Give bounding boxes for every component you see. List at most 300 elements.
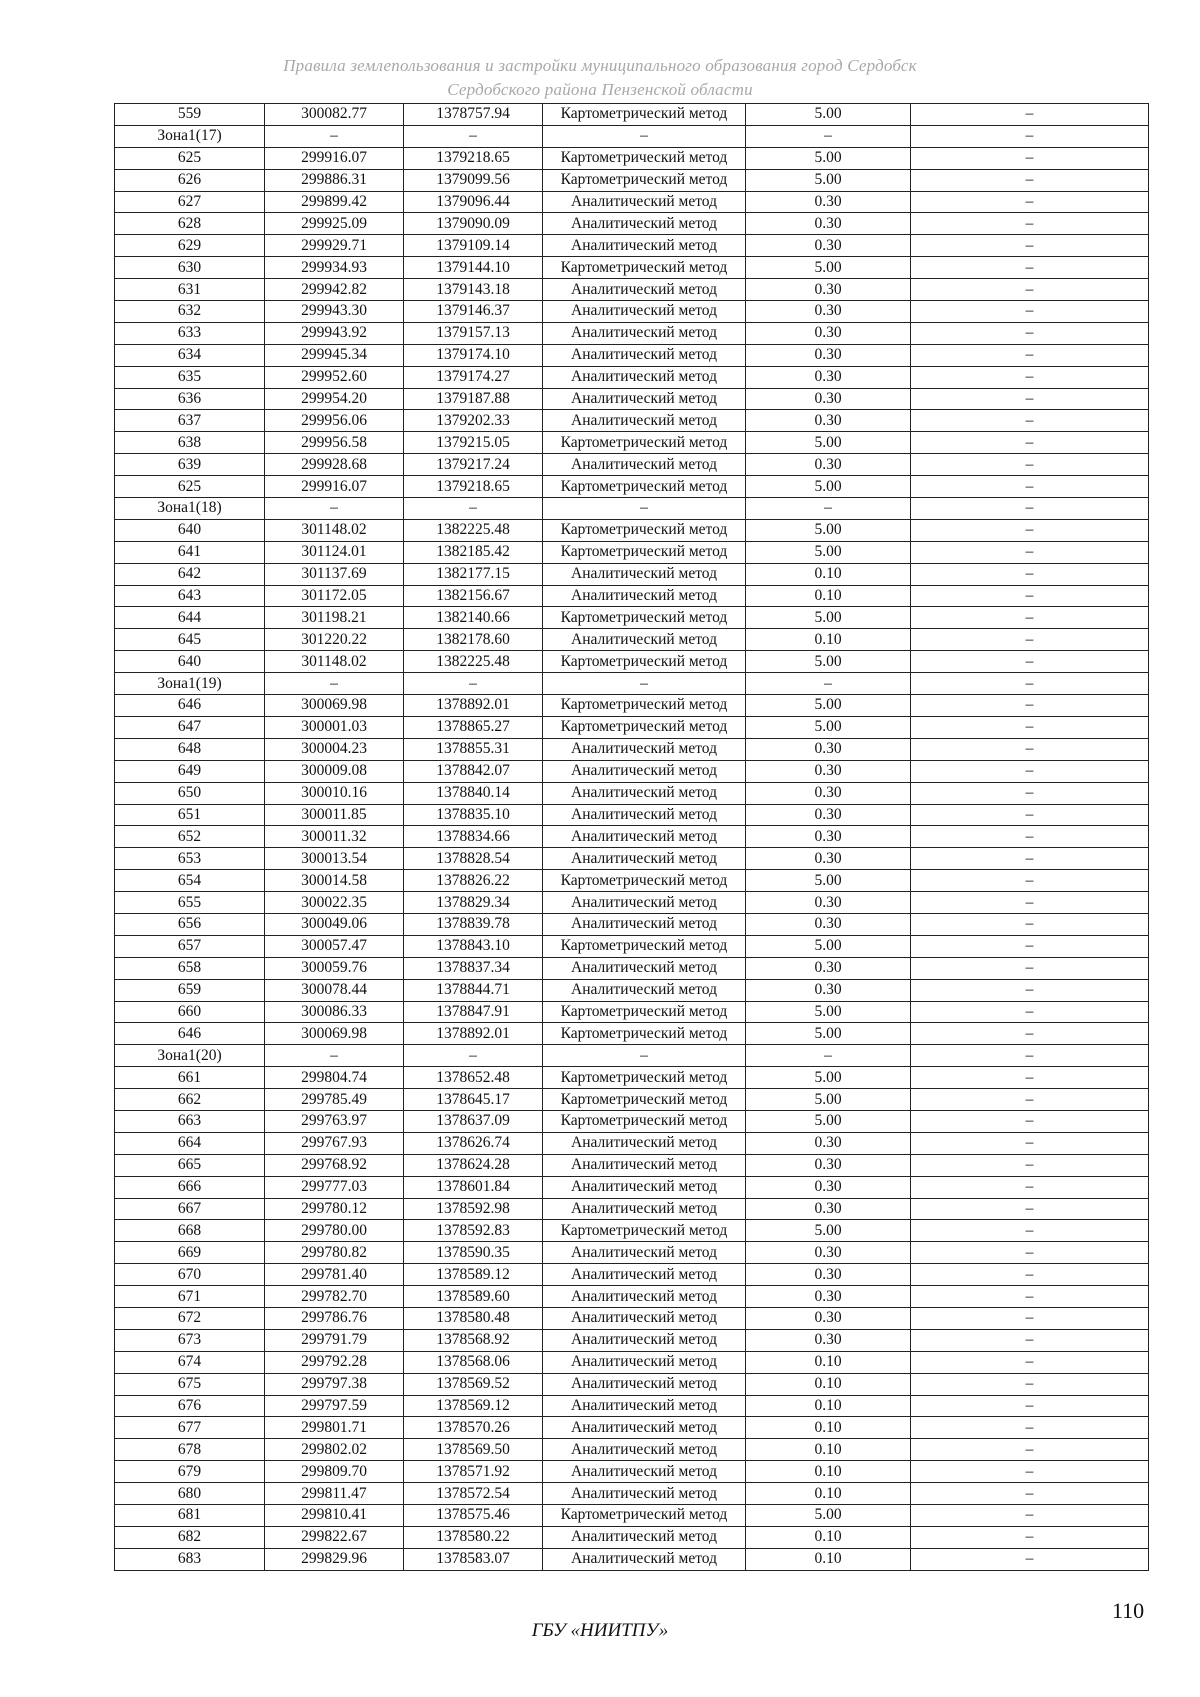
accuracy-cell: –	[746, 498, 911, 520]
table-row	[115, 629, 1149, 651]
description-cell: –	[911, 979, 1149, 1001]
method-cell: Аналитический метод	[543, 1548, 746, 1570]
accuracy-cell: 0.10	[746, 563, 911, 585]
table-row	[115, 1023, 1149, 1045]
y-coordinate-cell: 1379187.88	[404, 388, 543, 410]
accuracy-cell: 5.00	[746, 1067, 911, 1089]
method-cell: Картометрический метод	[543, 432, 746, 454]
accuracy-cell: 0.10	[746, 585, 911, 607]
y-coordinate-cell: 1379218.65	[404, 476, 543, 498]
table-row	[115, 301, 1149, 323]
accuracy-cell: 0.10	[746, 1351, 911, 1373]
description-cell: –	[911, 322, 1149, 344]
method-cell: Картометрический метод	[543, 607, 746, 629]
point-number-cell: 634	[115, 344, 265, 366]
method-cell: Картометрический метод	[543, 1089, 746, 1111]
accuracy-cell: 0.10	[746, 1526, 911, 1548]
method-cell: Картометрический метод	[543, 1220, 746, 1242]
y-coordinate-cell: 1379218.65	[404, 147, 543, 169]
description-cell: –	[911, 1329, 1149, 1351]
method-cell: Аналитический метод	[543, 1461, 746, 1483]
x-coordinate-cell: 299768.92	[265, 1154, 404, 1176]
y-coordinate-cell: 1382178.60	[404, 629, 543, 651]
y-coordinate-cell: 1379146.37	[404, 301, 543, 323]
description-cell: –	[911, 235, 1149, 257]
y-coordinate-cell: –	[404, 1045, 543, 1067]
x-coordinate-cell: 299797.59	[265, 1395, 404, 1417]
x-coordinate-cell: 299782.70	[265, 1286, 404, 1308]
point-number-cell: 664	[115, 1132, 265, 1154]
method-cell: Аналитический метод	[543, 804, 746, 826]
accuracy-cell: 0.30	[746, 388, 911, 410]
x-coordinate-cell: 301148.02	[265, 651, 404, 673]
table-row	[115, 1505, 1149, 1527]
table-row	[115, 388, 1149, 410]
point-number-cell: 656	[115, 913, 265, 935]
y-coordinate-cell: 1378892.01	[404, 695, 543, 717]
x-coordinate-cell: 301198.21	[265, 607, 404, 629]
point-number-cell: 632	[115, 301, 265, 323]
x-coordinate-cell: –	[265, 125, 404, 147]
table-row	[115, 1351, 1149, 1373]
table-row	[115, 1461, 1149, 1483]
x-coordinate-cell: 299781.40	[265, 1264, 404, 1286]
x-coordinate-cell: 301124.01	[265, 541, 404, 563]
description-cell: –	[911, 213, 1149, 235]
point-number-cell: 655	[115, 892, 265, 914]
point-number-cell: 636	[115, 388, 265, 410]
point-number-cell: 654	[115, 870, 265, 892]
x-coordinate-cell: 300010.16	[265, 782, 404, 804]
y-coordinate-cell: 1379157.13	[404, 322, 543, 344]
point-number-cell: 649	[115, 760, 265, 782]
table-row	[115, 366, 1149, 388]
point-number-cell: 662	[115, 1089, 265, 1111]
point-number-cell: 672	[115, 1307, 265, 1329]
description-cell: –	[911, 169, 1149, 191]
description-cell: –	[911, 257, 1149, 279]
method-cell: Картометрический метод	[543, 519, 746, 541]
y-coordinate-cell: –	[404, 498, 543, 520]
point-number-cell: 630	[115, 257, 265, 279]
y-coordinate-cell: 1378835.10	[404, 804, 543, 826]
x-coordinate-cell: 300009.08	[265, 760, 404, 782]
point-number-cell: Зона1(18)	[115, 498, 265, 520]
accuracy-cell: 0.30	[746, 957, 911, 979]
x-coordinate-cell: 299777.03	[265, 1176, 404, 1198]
point-number-cell: 639	[115, 454, 265, 476]
y-coordinate-cell: 1379202.33	[404, 410, 543, 432]
accuracy-cell: 0.30	[746, 366, 911, 388]
y-coordinate-cell: 1379174.10	[404, 344, 543, 366]
table-row	[115, 716, 1149, 738]
point-number-cell: 670	[115, 1264, 265, 1286]
description-cell: –	[911, 848, 1149, 870]
x-coordinate-cell: 299785.49	[265, 1089, 404, 1111]
table-row	[115, 257, 1149, 279]
y-coordinate-cell: 1379099.56	[404, 169, 543, 191]
table-row	[115, 213, 1149, 235]
description-cell: –	[911, 563, 1149, 585]
method-cell: Аналитический метод	[543, 1132, 746, 1154]
description-cell: –	[911, 1045, 1149, 1067]
x-coordinate-cell: 300086.33	[265, 1001, 404, 1023]
point-number-cell: 629	[115, 235, 265, 257]
description-cell: –	[911, 913, 1149, 935]
x-coordinate-cell: 299802.02	[265, 1439, 404, 1461]
point-number-cell: 676	[115, 1395, 265, 1417]
y-coordinate-cell: 1378569.50	[404, 1439, 543, 1461]
accuracy-cell: 5.00	[746, 1220, 911, 1242]
accuracy-cell: 0.10	[746, 1439, 911, 1461]
accuracy-cell: 0.30	[746, 804, 911, 826]
table-row	[115, 1110, 1149, 1132]
accuracy-cell: 0.30	[746, 322, 911, 344]
y-coordinate-cell: 1382140.66	[404, 607, 543, 629]
point-number-cell: 559	[115, 104, 265, 126]
accuracy-cell: 0.10	[746, 1548, 911, 1570]
x-coordinate-cell: 299811.47	[265, 1483, 404, 1505]
point-number-cell: 680	[115, 1483, 265, 1505]
accuracy-cell: 5.00	[746, 1001, 911, 1023]
accuracy-cell: 5.00	[746, 695, 911, 717]
accuracy-cell: 0.30	[746, 782, 911, 804]
y-coordinate-cell: 1382185.42	[404, 541, 543, 563]
x-coordinate-cell: 299810.41	[265, 1505, 404, 1527]
y-coordinate-cell: 1378575.46	[404, 1505, 543, 1527]
y-coordinate-cell: 1378837.34	[404, 957, 543, 979]
method-cell: Аналитический метод	[543, 563, 746, 585]
point-number-cell: 635	[115, 366, 265, 388]
table-row	[115, 322, 1149, 344]
description-cell: –	[911, 1110, 1149, 1132]
accuracy-cell: 0.30	[746, 1198, 911, 1220]
x-coordinate-cell: 299942.82	[265, 279, 404, 301]
method-cell: Аналитический метод	[543, 1264, 746, 1286]
x-coordinate-cell: 301220.22	[265, 629, 404, 651]
table-row	[115, 1242, 1149, 1264]
point-number-cell: 657	[115, 935, 265, 957]
method-cell: Аналитический метод	[543, 213, 746, 235]
method-cell: Картометрический метод	[543, 257, 746, 279]
y-coordinate-cell: 1379090.09	[404, 213, 543, 235]
x-coordinate-cell: 299886.31	[265, 169, 404, 191]
table-row	[115, 191, 1149, 213]
x-coordinate-cell: 300001.03	[265, 716, 404, 738]
x-coordinate-cell: 299797.38	[265, 1373, 404, 1395]
description-cell: –	[911, 1307, 1149, 1329]
point-number-cell: 625	[115, 476, 265, 498]
method-cell: –	[543, 1045, 746, 1067]
method-cell: Аналитический метод	[543, 454, 746, 476]
x-coordinate-cell: 301172.05	[265, 585, 404, 607]
table-row	[115, 1417, 1149, 1439]
point-number-cell: 640	[115, 519, 265, 541]
method-cell: Картометрический метод	[543, 1001, 746, 1023]
point-number-cell: 647	[115, 716, 265, 738]
description-cell: –	[911, 1089, 1149, 1111]
description-cell: –	[911, 673, 1149, 695]
description-cell: –	[911, 1220, 1149, 1242]
y-coordinate-cell: 1378839.78	[404, 913, 543, 935]
table-row	[115, 804, 1149, 826]
table-row	[115, 979, 1149, 1001]
method-cell: Картометрический метод	[543, 716, 746, 738]
accuracy-cell: 0.30	[746, 344, 911, 366]
accuracy-cell: 0.30	[746, 1132, 911, 1154]
method-cell: Аналитический метод	[543, 322, 746, 344]
description-cell: –	[911, 1067, 1149, 1089]
table-row	[115, 870, 1149, 892]
method-cell: Аналитический метод	[543, 279, 746, 301]
accuracy-cell: 5.00	[746, 1505, 911, 1527]
accuracy-cell: 5.00	[746, 169, 911, 191]
method-cell: Аналитический метод	[543, 1176, 746, 1198]
method-cell: Аналитический метод	[543, 301, 746, 323]
point-number-cell: 641	[115, 541, 265, 563]
accuracy-cell: 5.00	[746, 1089, 911, 1111]
table-row	[115, 1329, 1149, 1351]
description-cell: –	[911, 1198, 1149, 1220]
description-cell: –	[911, 782, 1149, 804]
method-cell: Аналитический метод	[543, 235, 746, 257]
method-cell: Аналитический метод	[543, 1395, 746, 1417]
point-number-cell: 675	[115, 1373, 265, 1395]
zone-header-row	[115, 125, 1149, 147]
y-coordinate-cell: 1378572.54	[404, 1483, 543, 1505]
description-cell: –	[911, 695, 1149, 717]
method-cell: Аналитический метод	[543, 1242, 746, 1264]
table-row	[115, 1307, 1149, 1329]
table-row	[115, 1526, 1149, 1548]
x-coordinate-cell: –	[265, 673, 404, 695]
y-coordinate-cell: 1378829.34	[404, 892, 543, 914]
description-cell: –	[911, 344, 1149, 366]
y-coordinate-cell: 1379143.18	[404, 279, 543, 301]
method-cell: Картометрический метод	[543, 104, 746, 126]
accuracy-cell: 0.30	[746, 1154, 911, 1176]
point-number-cell: 669	[115, 1242, 265, 1264]
accuracy-cell: 5.00	[746, 257, 911, 279]
method-cell: Аналитический метод	[543, 979, 746, 1001]
x-coordinate-cell: 300014.58	[265, 870, 404, 892]
description-cell: –	[911, 1023, 1149, 1045]
x-coordinate-cell: 300059.76	[265, 957, 404, 979]
point-number-cell: 683	[115, 1548, 265, 1570]
description-cell: –	[911, 1286, 1149, 1308]
table-row	[115, 1176, 1149, 1198]
description-cell: –	[911, 826, 1149, 848]
point-number-cell: 679	[115, 1461, 265, 1483]
y-coordinate-cell: 1378568.92	[404, 1329, 543, 1351]
method-cell: Аналитический метод	[543, 344, 746, 366]
method-cell: –	[543, 498, 746, 520]
point-number-cell: 652	[115, 826, 265, 848]
header-line-1: Правила землепользования и застройки муниципального образования город Сердобск	[283, 56, 917, 75]
y-coordinate-cell: 1378580.22	[404, 1526, 543, 1548]
table-row	[115, 476, 1149, 498]
x-coordinate-cell: 299943.92	[265, 322, 404, 344]
table-row	[115, 1132, 1149, 1154]
accuracy-cell: 0.10	[746, 1483, 911, 1505]
y-coordinate-cell: –	[404, 125, 543, 147]
y-coordinate-cell: 1378834.66	[404, 826, 543, 848]
x-coordinate-cell: 300082.77	[265, 104, 404, 126]
method-cell: Аналитический метод	[543, 1154, 746, 1176]
description-cell: –	[911, 1242, 1149, 1264]
x-coordinate-cell: 299928.68	[265, 454, 404, 476]
method-cell: Аналитический метод	[543, 1329, 746, 1351]
y-coordinate-cell: 1378626.74	[404, 1132, 543, 1154]
table-row	[115, 454, 1149, 476]
method-cell: Аналитический метод	[543, 1439, 746, 1461]
accuracy-cell: 0.30	[746, 913, 911, 935]
method-cell: Аналитический метод	[543, 629, 746, 651]
point-number-cell: 633	[115, 322, 265, 344]
point-number-cell: 644	[115, 607, 265, 629]
point-number-cell: Зона1(17)	[115, 125, 265, 147]
description-cell: –	[911, 104, 1149, 126]
method-cell: –	[543, 673, 746, 695]
x-coordinate-cell: 299954.20	[265, 388, 404, 410]
y-coordinate-cell: 1378583.07	[404, 1548, 543, 1570]
description-cell: –	[911, 125, 1149, 147]
point-number-cell: 631	[115, 279, 265, 301]
x-coordinate-cell: 299786.76	[265, 1307, 404, 1329]
table-row	[115, 432, 1149, 454]
method-cell: Аналитический метод	[543, 957, 746, 979]
coordinates-table	[114, 103, 1149, 1571]
description-cell: –	[911, 1548, 1149, 1570]
accuracy-cell: 5.00	[746, 607, 911, 629]
x-coordinate-cell: 299945.34	[265, 344, 404, 366]
point-number-cell: 650	[115, 782, 265, 804]
table-row	[115, 738, 1149, 760]
description-cell: –	[911, 279, 1149, 301]
method-cell: Аналитический метод	[543, 410, 746, 432]
method-cell: Аналитический метод	[543, 1307, 746, 1329]
point-number-cell: 648	[115, 738, 265, 760]
method-cell: Картометрический метод	[543, 1067, 746, 1089]
y-coordinate-cell: 1379174.27	[404, 366, 543, 388]
x-coordinate-cell: 299780.82	[265, 1242, 404, 1264]
x-coordinate-cell: 301137.69	[265, 563, 404, 585]
y-coordinate-cell: 1378592.83	[404, 1220, 543, 1242]
y-coordinate-cell: 1378855.31	[404, 738, 543, 760]
x-coordinate-cell: 299952.60	[265, 366, 404, 388]
x-coordinate-cell: 299956.58	[265, 432, 404, 454]
y-coordinate-cell: 1378570.26	[404, 1417, 543, 1439]
description-cell: –	[911, 366, 1149, 388]
accuracy-cell: 0.10	[746, 1417, 911, 1439]
description-cell: –	[911, 1395, 1149, 1417]
description-cell: –	[911, 1526, 1149, 1548]
y-coordinate-cell: 1378828.54	[404, 848, 543, 870]
accuracy-cell: 0.30	[746, 1286, 911, 1308]
accuracy-cell: 0.30	[746, 1307, 911, 1329]
x-coordinate-cell: 300057.47	[265, 935, 404, 957]
accuracy-cell: 5.00	[746, 476, 911, 498]
table-row	[115, 826, 1149, 848]
accuracy-cell: 0.30	[746, 454, 911, 476]
accuracy-cell: 0.30	[746, 279, 911, 301]
accuracy-cell: 0.30	[746, 1264, 911, 1286]
table-row	[115, 541, 1149, 563]
x-coordinate-cell: 299763.97	[265, 1110, 404, 1132]
accuracy-cell: 0.30	[746, 826, 911, 848]
y-coordinate-cell: 1378847.91	[404, 1001, 543, 1023]
point-number-cell: 681	[115, 1505, 265, 1527]
y-coordinate-cell: 1378757.94	[404, 104, 543, 126]
y-coordinate-cell: 1378624.28	[404, 1154, 543, 1176]
accuracy-cell: 5.00	[746, 651, 911, 673]
description-cell: –	[911, 388, 1149, 410]
point-number-cell: 626	[115, 169, 265, 191]
x-coordinate-cell: 299767.93	[265, 1132, 404, 1154]
method-cell: Картометрический метод	[543, 935, 746, 957]
header-line-2: Сердобского района Пензенской области	[447, 80, 753, 99]
method-cell: Картометрический метод	[543, 476, 746, 498]
x-coordinate-cell: 299792.28	[265, 1351, 404, 1373]
method-cell: Картометрический метод	[543, 1110, 746, 1132]
table-row	[115, 147, 1149, 169]
y-coordinate-cell: 1378589.12	[404, 1264, 543, 1286]
method-cell: Аналитический метод	[543, 1526, 746, 1548]
table-row	[115, 782, 1149, 804]
method-cell: Картометрический метод	[543, 147, 746, 169]
table-row	[115, 695, 1149, 717]
method-cell: Аналитический метод	[543, 782, 746, 804]
coordinates-table-body	[115, 104, 1149, 1571]
y-coordinate-cell: 1378843.10	[404, 935, 543, 957]
method-cell: Картометрический метод	[543, 695, 746, 717]
point-number-cell: 666	[115, 1176, 265, 1198]
table-row	[115, 563, 1149, 585]
method-cell: Картометрический метод	[543, 870, 746, 892]
x-coordinate-cell: 300011.32	[265, 826, 404, 848]
accuracy-cell: 0.30	[746, 410, 911, 432]
y-coordinate-cell: 1378645.17	[404, 1089, 543, 1111]
description-cell: –	[911, 1439, 1149, 1461]
accuracy-cell: 5.00	[746, 1023, 911, 1045]
description-cell: –	[911, 1373, 1149, 1395]
method-cell: Аналитический метод	[543, 1417, 746, 1439]
description-cell: –	[911, 410, 1149, 432]
y-coordinate-cell: 1379217.24	[404, 454, 543, 476]
accuracy-cell: 5.00	[746, 541, 911, 563]
point-number-cell: 660	[115, 1001, 265, 1023]
table-row	[115, 760, 1149, 782]
table-row	[115, 651, 1149, 673]
method-cell: Аналитический метод	[543, 1483, 746, 1505]
table-row	[115, 913, 1149, 935]
method-cell: Аналитический метод	[543, 848, 746, 870]
accuracy-cell: –	[746, 673, 911, 695]
description-cell: –	[911, 716, 1149, 738]
table-row	[115, 848, 1149, 870]
table-row	[115, 235, 1149, 257]
method-cell: Аналитический метод	[543, 1351, 746, 1373]
method-cell: Картометрический метод	[543, 169, 746, 191]
x-coordinate-cell: 299934.93	[265, 257, 404, 279]
method-cell: Аналитический метод	[543, 1286, 746, 1308]
table-row	[115, 1548, 1149, 1570]
accuracy-cell: 5.00	[746, 935, 911, 957]
page-number: 110	[1112, 1598, 1145, 1623]
point-number-cell: 665	[115, 1154, 265, 1176]
method-cell: –	[543, 125, 746, 147]
description-cell: –	[911, 738, 1149, 760]
